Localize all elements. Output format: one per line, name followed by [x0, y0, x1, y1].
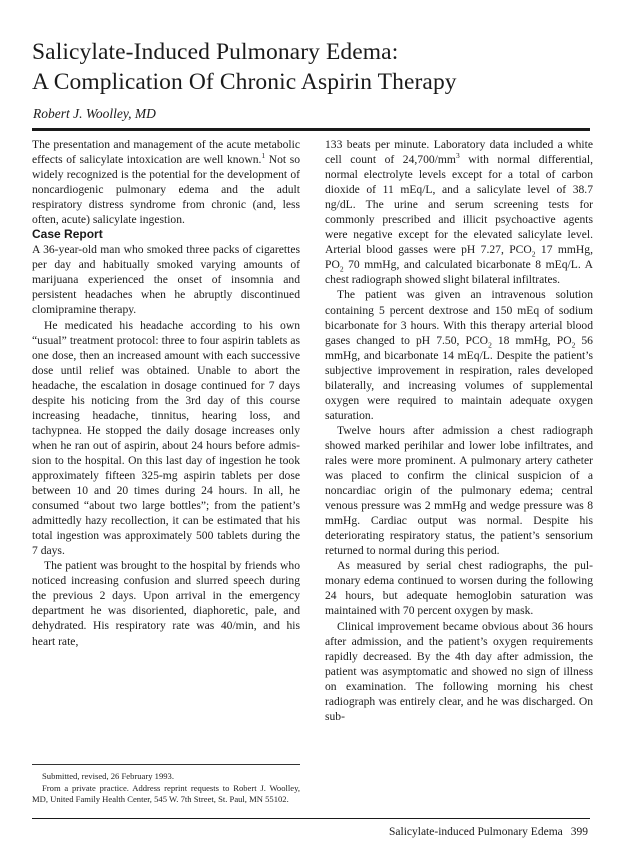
footnote-submitted: Submitted, revised, 26 February 1993.: [42, 771, 174, 781]
footnote-affiliation: From a private practice. Address reprint requests to Robert J. Woolley, MD, United Family Health Center, 545 W. 7th Street, St. Paul, MN 55102.: [32, 782, 300, 804]
title-rule: [32, 128, 590, 131]
left-column: [32, 137, 300, 649]
case-paragraph-1: A 36-year-old man who smoked three packs of cigarettes per day and habitually smoked varying amounts of marijuana experienced the onset of insomnia and persistent headaches when he abruptly discontinued clomipramine therapy.: [32, 243, 300, 317]
article-title: [32, 37, 592, 97]
case-paragraph-4: 133 beats per minute. Laboratory data included a white cell count of $24,700/mm^3$ with normal differential, normal electrolyte levels except for a total of carbon dioxide of 11 mEq/L, and a salicylate level of 38.7 ng/dL. The urine and serum screening tests for commonly prescribed and illicit psychoactive agents were negative except for the elevated salicylate level. Arterial blood gasses were pH 7.27, $PCO_2$ 17 mmHg, $PO_2$ 70 mmHg, and calculated bicarbonate 8 mEq/L. A chest radiograph showed slight bilateral infiltrates.: [325, 138, 593, 287]
case-paragraph-2: He medicated his headache according to his own “usual” treatment protocol: three to four aspirin tablets as one dose, then an increased amount with each successive dose until relief was obtained. Unable to abort the headache, the escalation in dosage continued for 7 days despite his noticing from the 3rd day of this course increasing headache, tinnitus, hearing loss, and tachypnea. He stopped the daily dosage increases only when he ran out of aspirin, about 24 hours before admission to the hospital. On this last day of ingestion he took approximately fifteen 325-mg aspirin tablets per dose between 10 and 20 times during 24 hours. In all, he consumed “about two large bottles”; from the patient’s admittedly hazy recollection, it can be estimated that his total ingestion was approximately 500 tablets during the 7 days.: [32, 318, 300, 558]
intro-paragraph: The presentation and management of the acute metabolic effects of salicylate intoxication are well known.$^1$ Not so widely recognized is the potential for the development of noncardiogenic pulmonary edema and the adult respiratory distress syndrome from chronic (and, less often, acute) salicylate ingestion.: [32, 138, 301, 227]
footnote-rule: [32, 764, 300, 765]
case-paragraph-5: The patient was given an intravenous solution containing 5 percent dextrose and 150 mEq of sodium bicarbonate for 3 hours. With this therapy arterial blood gases changed to pH 7.50, $PCO_2$ 18 mmHg, $PO_2$ 56 mmHg, and bicarbonate 14 mEq/L. Despite the patient’s subjective improvement in respiration, rales developed bilaterally, and increasing volumes of supplemental oxygen were required to maintain adequate oxygen saturation.: [325, 288, 593, 422]
title-line-1: Salicylate-Induced Pulmonary Edema:: [32, 39, 399, 65]
title-line-2: A Complication Of Chronic Aspirin Therapy: [32, 69, 457, 95]
right-column: [325, 137, 593, 724]
page-footer: [389, 826, 588, 838]
case-paragraph-3: The patient was brought to the hospital by friends who noticed increasing confusion and slurred speech during the previous 2 days. Upon arrival in the emergency department he was disoriented, diaphoretic, pale, and dehydrated. His respiratory rate was 40/min, and his heart rate,: [32, 559, 300, 648]
author-byline: Robert J. Woolley, MD: [33, 106, 156, 121]
case-paragraph-8: Clinical improvement became obvious about 36 hours after admission, and the patient’s oxygen requirements rapidly decreased. By the 4th day after admission, the patient was asymptomatic and showed no sign of illness on examination. The following morning his chest radiograph was entirely clear, and he was discharged. On sub-: [325, 619, 593, 723]
reference-marker: 1: [261, 151, 266, 161]
case-paragraph-7: As measured by serial chest radiographs, the pulmonary edema continued to worsen during the following 24 hours, but adequate hemoglobin saturation was maintained with 70 percent oxygen by mask.: [325, 559, 593, 618]
running-title: Salicylate-induced Pulmonary Edema: [389, 826, 563, 838]
section-heading: Case Report: [32, 227, 103, 242]
footnotes: [32, 771, 300, 806]
footer-rule: [32, 818, 590, 819]
case-paragraph-6: Twelve hours after admission a chest radiograph showed marked perihilar and lower lobe infiltrates, and rales were more prominent. A pulmonary artery catheter was placed to confirm the clinical suspicion of a noncardiac origin of the pulmonary edema; central venous pressure was 2 mmHg and wedge pressure was 8 mmHg. Cardiac output was normal. Despite his deteriorating respiratory status, the patient’s sensorium returned to normal during this period.: [325, 423, 593, 558]
page-number: 399: [570, 826, 588, 838]
